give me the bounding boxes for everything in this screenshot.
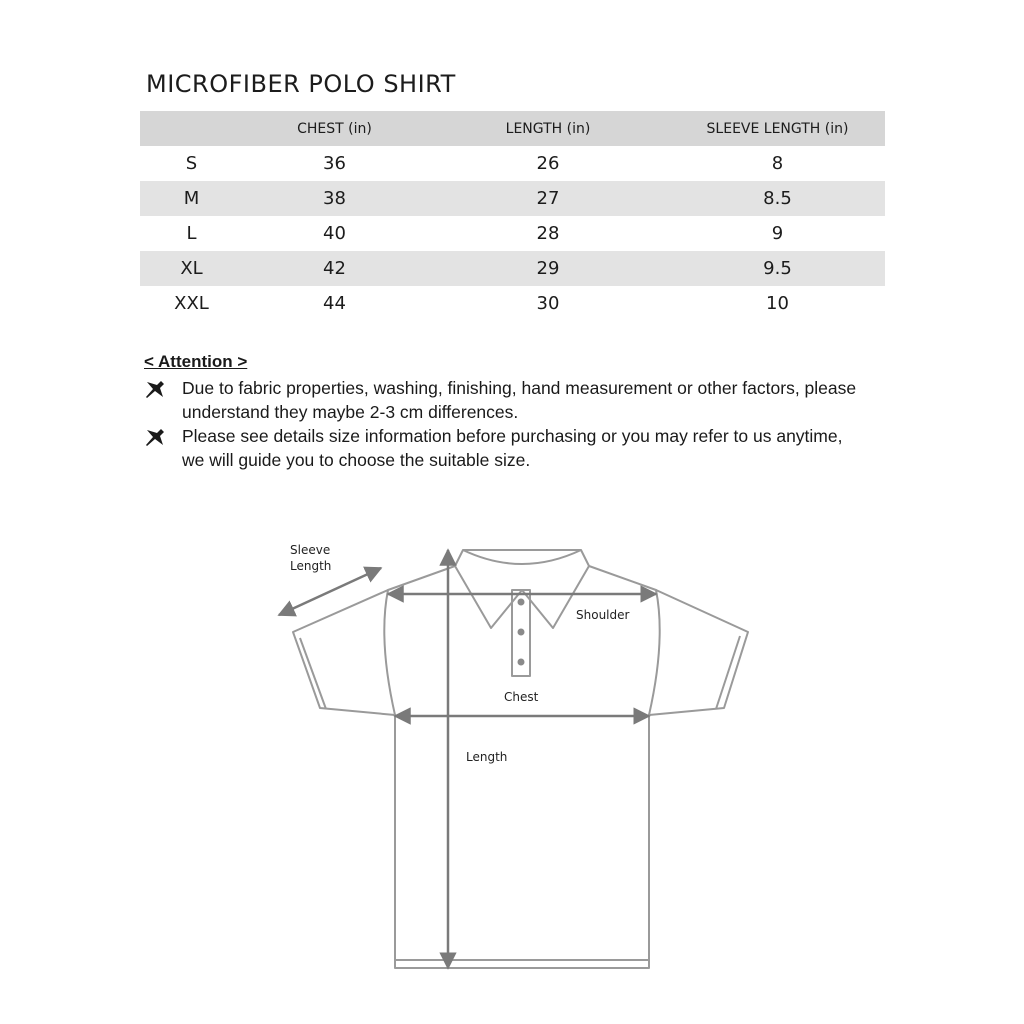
cell-chest: 36 — [323, 153, 346, 174]
sleeve-length-arrow — [279, 568, 381, 615]
attention-note-text: Due to fabric properties, washing, finishing, hand measurement or other factors, please understand they maybe 2-3 cm differences. — [182, 378, 857, 422]
cell-length: 26 — [536, 153, 560, 174]
sleeve-length-label-line2: Length — [290, 559, 332, 573]
cell-size: S — [185, 153, 198, 174]
cell-chest: 42 — [323, 258, 346, 279]
attention-title: < Attention > — [144, 352, 248, 371]
header-length: LENGTH (in) — [505, 120, 591, 137]
cell-sleeve-length: 9.5 — [763, 258, 792, 279]
cell-sleeve-length: 8.5 — [763, 188, 792, 209]
cell-chest: 44 — [323, 293, 346, 314]
placket-buttons — [518, 599, 525, 666]
cell-size: XXL — [174, 293, 209, 314]
cell-length: 30 — [536, 293, 560, 314]
cell-sleeve-length: 10 — [766, 293, 789, 314]
sleeve-length-label-line1: Sleeve — [290, 543, 331, 557]
attention-note-text: Please see details size information before purchasing or you may refer to us anytime, we will guide you to choose the suitable size. — [182, 426, 843, 470]
cell-chest: 40 — [323, 223, 346, 244]
length-label: Length — [466, 750, 508, 764]
page-title: MICROFIBER POLO SHIRT — [146, 70, 456, 98]
cell-length: 28 — [536, 223, 560, 244]
shoulder-label: Shoulder — [576, 608, 630, 622]
header-chest: CHEST (in) — [297, 120, 372, 137]
cell-sleeve-length: 8 — [771, 153, 784, 174]
cell-size: L — [186, 223, 197, 244]
header-sleeve-length: SLEEVE LENGTH (in) — [706, 120, 849, 137]
shirt-outline — [293, 550, 748, 968]
cell-chest: 38 — [323, 188, 346, 209]
cell-size: XL — [180, 258, 203, 279]
cell-sleeve-length: 9 — [771, 223, 784, 244]
cell-length: 27 — [536, 188, 560, 209]
chest-label: Chest — [504, 690, 539, 704]
cell-length: 29 — [536, 258, 560, 279]
cell-size: M — [183, 188, 200, 209]
